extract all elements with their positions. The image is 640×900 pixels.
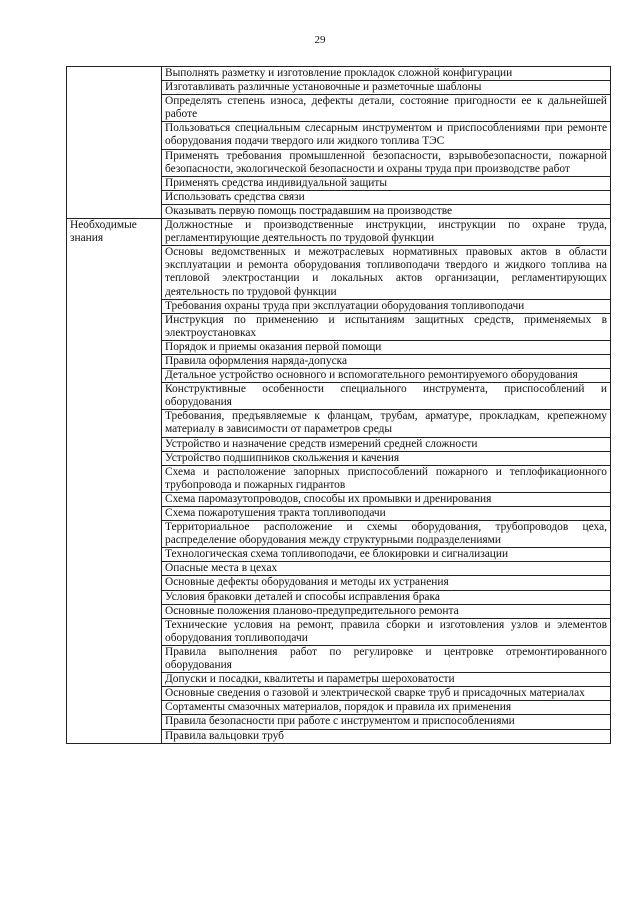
knowledge-item: Территориальное расположение и схемы оборудования, трубопроводов цеха, распределение оборудования между структурными подразделениями (162, 521, 611, 548)
skill-item: Выполнять разметку и изготовление прокладок сложной конфигурации (162, 67, 611, 81)
skill-item: Определять степень износа, дефекты детали, состояние пригодности ее к дальнейшей работе (162, 95, 611, 122)
knowledge-item: Должностные и производственные инструкции, инструкции по охране труда, регламентирующие деятельность по трудовой функции (162, 219, 611, 246)
knowledge-item: Основные положения планово-предупредительного ремонта (162, 604, 611, 618)
table-row (67, 219, 611, 246)
table-row (67, 67, 611, 81)
knowledge-item: Устройство и назначение средств измерений средней сложности (162, 437, 611, 451)
knowledge-item: Правила выполнения работ по регулировке и центровке отремонтированного оборудования (162, 645, 611, 672)
skill-item: Пользоваться специальным слесарным инструментом и приспособлениями при ремонте оборудования подачи твердого или жидкого топлива ТЭС (162, 122, 611, 149)
knowledge-item: Основные сведения о газовой и электрической сварке труб и присадочных материалах (162, 687, 611, 701)
skill-item: Использовать средства связи (162, 190, 611, 204)
skills-label-cell (67, 67, 162, 219)
knowledge-item: Технические условия на ремонт, правила сборки и изготовления узлов и элементов оборудования топливоподачи (162, 618, 611, 645)
knowledge-item: Технологическая схема топливоподачи, ее блокировки и сигнализации (162, 548, 611, 562)
knowledge-item: Основные дефекты оборудования и методы их устранения (162, 576, 611, 590)
knowledge-label: Необходимые знания (67, 219, 162, 744)
knowledge-item: Требования, предъявляемые к фланцам, трубам, арматуре, прокладкам, крепежному материалу в зависимости от параметров среды (162, 410, 611, 437)
skill-item: Изготавливать различные установочные и разметочные шаблоны (162, 81, 611, 95)
skill-item: Применять средства индивидуальной защиты (162, 176, 611, 190)
knowledge-item: Сортаменты смазочных материалов, порядок и правила их применения (162, 701, 611, 715)
skill-item: Применять требования промышленной безопасности, взрывобезопасности, пожарной безопасности, экологической безопасности и охраны труда при производстве работ (162, 149, 611, 176)
knowledge-item: Схема и расположение запорных приспособлений пожарного и теплофикационного трубопровода и пожарных гидрантов (162, 465, 611, 492)
knowledge-item: Правила безопасности при работе с инструментом и приспособлениями (162, 715, 611, 729)
knowledge-item: Схема пожаротушения тракта топливоподачи (162, 507, 611, 521)
knowledge-item: Правила вальцовки труб (162, 729, 611, 743)
knowledge-item: Инструкция по применению и испытаниям защитных средств, применяемых в электроустановках (162, 313, 611, 340)
knowledge-item: Устройство подшипников скольжения и качения (162, 451, 611, 465)
knowledge-item: Детальное устройство основного и вспомогательного ремонтируемого оборудования (162, 369, 611, 383)
knowledge-item: Допуски и посадки, квалитеты и параметры шероховатости (162, 673, 611, 687)
knowledge-item: Правила оформления наряда-допуска (162, 354, 611, 368)
knowledge-item: Порядок и приемы оказания первой помощи (162, 340, 611, 354)
skill-item: Оказывать первую помощь пострадавшим на производстве (162, 204, 611, 218)
knowledge-item: Схема паромазутопроводов, способы их промывки и дренирования (162, 492, 611, 506)
knowledge-item: Требования охраны труда при эксплуатации оборудования топливоподачи (162, 299, 611, 313)
knowledge-item: Основы ведомственных и межотраслевых нормативных правовых актов в области эксплуатации и ремонта оборудования топливоподачи твердого и жидкого топлива на тепловой электростанции и локальных актов организации, регламентирующих деятельность по трудовой функции (162, 246, 611, 299)
page-number: 29 (314, 34, 326, 46)
knowledge-item: Условия браковки деталей и способы исправления брака (162, 590, 611, 604)
knowledge-item: Опасные места в цехах (162, 562, 611, 576)
labor-functions-table (66, 66, 611, 744)
knowledge-item: Конструктивные особенности специального инструмента, приспособлений и оборудования (162, 383, 611, 410)
